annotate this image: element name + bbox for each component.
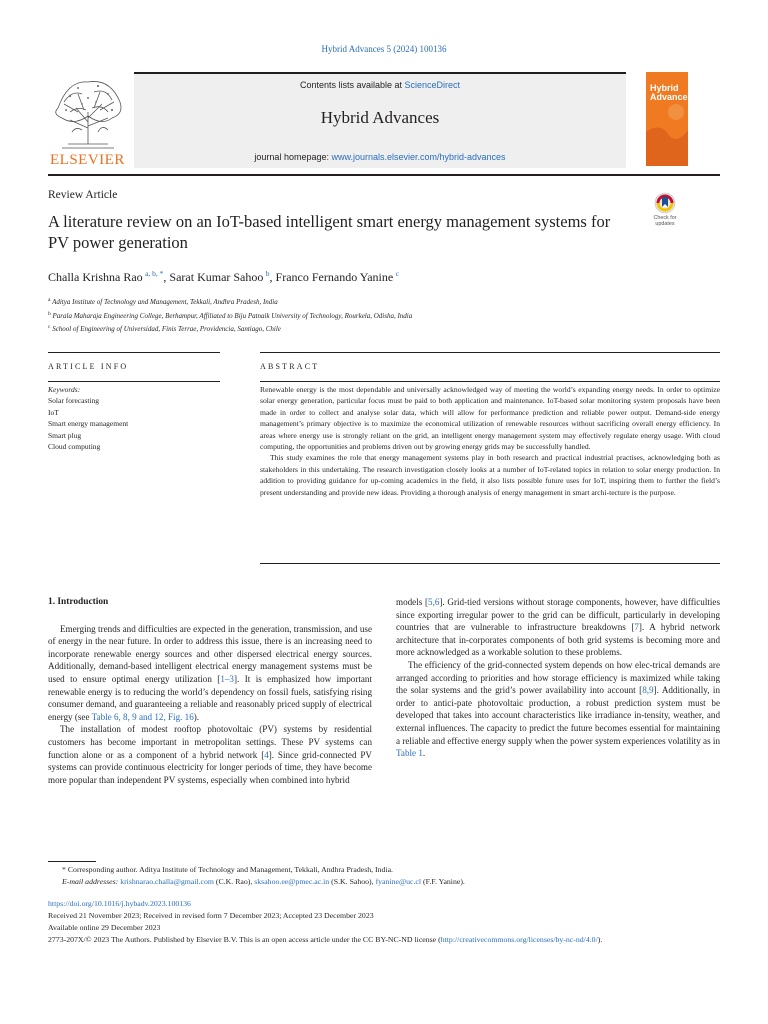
keyword: Smart energy management <box>48 419 129 429</box>
body-column-right <box>396 596 720 760</box>
email-link[interactable]: krishnarao.challa@gmail.com <box>120 877 214 887</box>
affiliation-text: Aditya Institute of Technology and Management, Tekkali, Andhra Pradesh, India <box>52 298 278 306</box>
keyword: Solar forecasting <box>48 396 100 406</box>
citation-link[interactable]: 4 <box>264 749 269 760</box>
article-metadata <box>48 898 720 946</box>
paragraph <box>48 623 372 724</box>
affiliations <box>48 295 412 336</box>
author-separator: , <box>163 270 170 284</box>
email-label: E-mail addresses: <box>62 877 119 887</box>
citation-link[interactable]: 1–3 <box>220 673 234 684</box>
journal-banner <box>134 72 626 168</box>
paragraph-text: ]. Since grid-connected PV systems can provide continuous electricity for longer periods of time, they have become more popular than independent PV systems, especially when combined into hybrid <box>48 749 372 785</box>
keywords-rule <box>48 381 220 382</box>
cover-line-1: Hybrid <box>650 83 679 93</box>
paragraph-text: ]. It is emphasized how important renewable energy is to reducing the world’s dependency on fossil fuels, satisfying rising consumer demand, and guaranteeing a reliable and reasonably priced supply of electrical energy (see <box>48 673 372 722</box>
license-statement <box>48 934 720 946</box>
running-head[interactable]: Hybrid Advances 5 (2024) 100136 <box>321 44 447 54</box>
abstract-paragraph-2: This study examines the role that energy management systems play in both research and practical industrial practises, acknowledging both as stakeholders in this undertaking. The research investigation closely looks at a number of IoT-related topics in relation to solar energy production. In addition to providing guidance for up-coming academics in the field, it also lists possible future uses for IoT, inspiring them to further the field’s present understanding and provide new ideas. Providing a thorough analysis of energy management in smart archi-tecture is the purpose. <box>260 453 720 497</box>
paragraph-text: ). <box>193 711 200 722</box>
keyword: Cloud computing <box>48 442 101 452</box>
section-heading-introduction: 1. Introduction <box>48 597 109 607</box>
citation-link[interactable]: 8,9 <box>642 685 654 696</box>
author-2[interactable] <box>169 270 275 284</box>
journal-homepage-link[interactable]: www.journals.elsevier.com/hybrid-advances <box>331 152 506 162</box>
paragraph-text: ]. Additionally, in order to antici-pate photovoltaic production, a robust prediction system must be developed that takes into account characteristics like irradiance in-tensity, weather, and external influences. The capacity to predict the future becomes essential for maintaining a reliable and effective energy supply when the power system experiences volatility as in <box>396 685 721 746</box>
paragraph-text: models [ <box>396 597 429 607</box>
author-1[interactable] <box>48 270 169 284</box>
paragraph <box>396 659 720 760</box>
affiliation-text: Parala Maharaja Engineering College, Berhampur, Affiliated to Biju Patnaik University of Technology, Rourkela, Odisha, India <box>52 311 413 320</box>
paragraph <box>48 723 372 786</box>
publisher-name: ELSEVIER <box>50 152 125 168</box>
author-name: Franco Fernando Yanine <box>275 270 394 284</box>
abstract-body <box>260 384 720 498</box>
email-link[interactable]: sksahoo.ee@pmec.ac.in <box>254 877 330 887</box>
email-owner: (F.F. Yanine). <box>421 877 465 887</box>
author-name: Sarat Kumar Sahoo <box>169 270 264 284</box>
abstract-rule <box>260 381 720 382</box>
article-type: Review Article <box>48 189 118 201</box>
footnote-rule <box>48 861 96 862</box>
masthead-rule <box>48 174 720 176</box>
author-3[interactable] <box>276 270 399 284</box>
journal-cover-thumbnail[interactable] <box>646 72 693 166</box>
journal-masthead <box>48 72 693 170</box>
abstract-top-rule <box>260 352 720 353</box>
affiliation-c <box>48 322 412 336</box>
paragraph-text: ]. Grid-tied versions without storage components, however, have difficulties since exporting irregular power to the grid can be difficult, particularly in developing countries that are vulnerable to infrastructure breakdowns [ <box>396 597 721 633</box>
body-column-left <box>48 596 372 786</box>
journal-title: Hybrid Advances <box>320 108 440 127</box>
cover-art <box>646 72 688 166</box>
table-figure-link[interactable]: Table 6, 8, 9 and 12, Fig. 16 <box>91 711 194 722</box>
article-title: A literature review on an IoT-based intelligent smart energy management systems for PV power generation <box>48 212 611 252</box>
cover-line-2: Advances <box>650 92 693 102</box>
citation-link[interactable]: 7 <box>634 622 639 633</box>
abstract-paragraph-1: Renewable energy is the most dependable and universally acknowledged way of meeting the world’s expanding energy needs. In order to optimize solar energy generation, particular focus must be paid to both application and maintenance. IoT-based solar monitoring system proposals have been made in order to collect and analyse solar data, which will allow for performance prediction and reliable power output. Demand-side energy management’s primary objective is to maximize the economical utilization of renewable resources without sacrificing overall energy efficiency. In areas where energy use is strongly reliant on the grid, an intelligent energy management system may effectively regulate energy usage. With cloud computing, the opportunities and problems driven out by growing energy grids may be successfully handled. <box>260 385 720 452</box>
paragraph-text: . <box>422 748 426 759</box>
affiliation-mark: a <box>48 297 51 303</box>
license-text: 2773-207X/© 2023 The Authors. Published by Elsevier B.V. This is an open access article under the CC BY-NC-ND license ( <box>48 935 441 944</box>
contents-prefix: Contents lists available at <box>299 80 405 90</box>
license-link[interactable]: http://creativecommons.org/licenses/by-nc-nd/4.0/ <box>440 935 598 944</box>
email-owner: (C.K. Rao), <box>213 877 255 887</box>
article-info-heading: ARTICLE INFO <box>48 362 129 371</box>
affiliation-text: School of Engineering of Universidad, Finis Terrae, Providencia, Santiago, Chile <box>52 325 281 333</box>
author-name: Challa Krishna Rao <box>48 270 143 284</box>
affiliation-mark: b <box>48 310 51 317</box>
author-separator: , <box>269 270 276 284</box>
keyword: Smart plug <box>48 430 82 440</box>
table-link[interactable]: Table 1 <box>396 748 423 759</box>
author-marks[interactable]: b <box>265 269 270 278</box>
abstract-heading: ABSTRACT <box>260 362 320 371</box>
author-marks[interactable]: c <box>395 269 399 278</box>
svg-text:Check for: Check for <box>653 215 677 221</box>
author-marks[interactable]: a, b, * <box>145 269 164 278</box>
paragraph-text: The efficiency of the grid-connected system depends on how elec-trical demands are arranged according to priorities and how storage efficiency is maximized while taking the solar systems and the grid’s power availability into account [ <box>396 659 720 696</box>
affiliation-mark: c <box>48 324 51 330</box>
paragraph-text: ]. A hybrid network architecture that in-corporates components of both grid systems is becoming more and more acknowledged as a workable solution to these problems. <box>396 622 720 658</box>
keywords-block <box>48 384 128 452</box>
keywords-label: Keywords: <box>48 385 81 394</box>
license-text: ). <box>597 935 603 944</box>
citation-link[interactable]: 5,6 <box>428 597 440 607</box>
received-dates: Received 21 November 2023; Received in revised form 7 December 2023; Accepted 23 December 2023 <box>48 911 374 920</box>
footnotes <box>48 864 720 888</box>
affiliation-a <box>48 295 412 309</box>
email-link[interactable]: fyanine@uc.cl <box>375 877 422 887</box>
author-list <box>48 269 399 285</box>
corresponding-author-note: * Corresponding author. Aditya Institute of Technology and Management, Tekkali, Andhra Pradesh, India. <box>62 865 394 874</box>
homepage-line <box>134 152 626 162</box>
available-online: Available online 29 December 2023 <box>48 923 161 932</box>
article-info-top-rule <box>48 352 220 353</box>
affiliation-b <box>48 309 412 323</box>
keyword: IoT <box>48 407 59 417</box>
doi-link[interactable]: https://doi.org/10.1016/j.hybadv.2023.100136 <box>48 899 191 908</box>
abstract-bottom-rule <box>260 563 720 564</box>
email-addresses <box>48 876 720 888</box>
paragraph <box>396 596 720 659</box>
paragraph-text: The installation of modest rooftop photovoltaic (PV) systems by residential customers has become important in metropolitan settings. These PV systems can function alone or as a component of a hybrid network [ <box>48 724 372 760</box>
svg-text:updates: updates <box>655 221 675 227</box>
contents-line <box>134 80 626 90</box>
check-for-updates-icon[interactable] <box>648 191 682 229</box>
email-owner: (S.K. Sahoo), <box>329 877 376 887</box>
paragraph-text: Emerging trends and difficulties are expected in the generation, transmission, and use of energy in the near future. In order to address this issue, there is an increasing need to incorporate renewable energy sources and other dispersed electrical energy sources. Additionally, demand-based intelligent electrical energy management systems must be used to ensure optimal energy utilization [ <box>48 623 372 684</box>
homepage-prefix: journal homepage: <box>254 152 332 162</box>
sciencedirect-link[interactable]: ScienceDirect <box>404 80 461 90</box>
